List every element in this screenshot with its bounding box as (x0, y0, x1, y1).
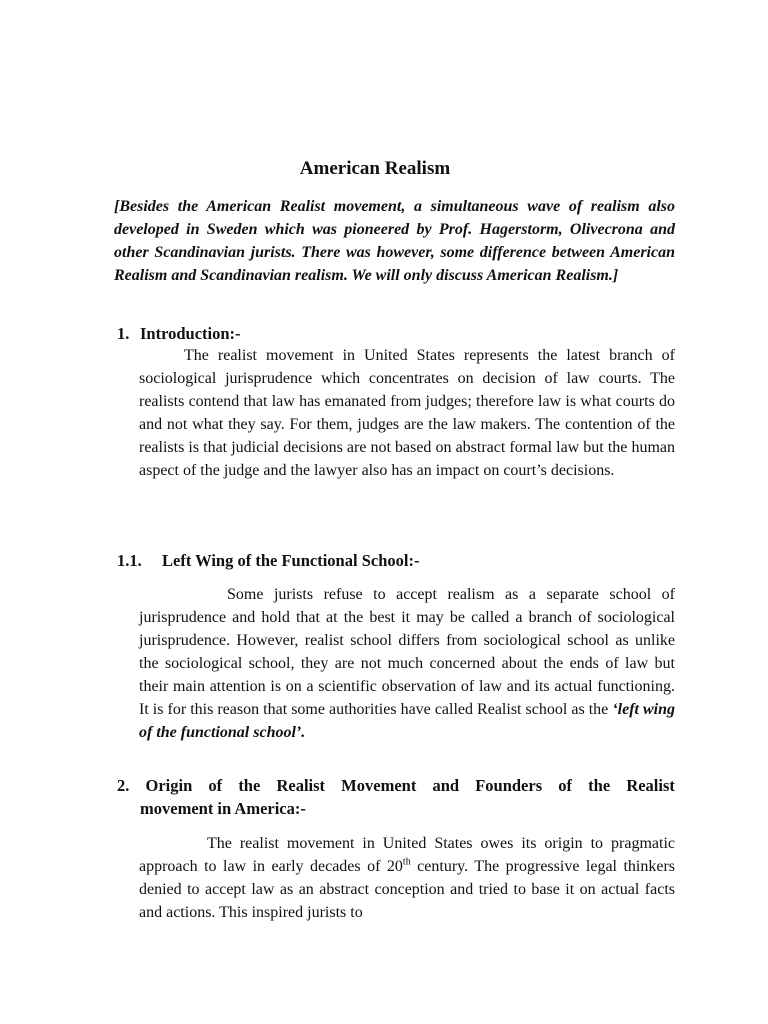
section-2-body (139, 832, 675, 924)
section-1-1-body (139, 583, 675, 744)
heading-word: and (432, 776, 460, 795)
section-2-heading (117, 774, 675, 820)
section-1-1-heading (117, 549, 419, 572)
section-title: Left Wing of the Functional School:- (162, 551, 420, 570)
section-title: Introduction:- (140, 324, 241, 343)
sentence-end: . (301, 724, 306, 741)
section-number: 1. (117, 324, 130, 343)
heading-word: Founders (475, 776, 543, 795)
heading-word: of (558, 776, 573, 795)
heading-word: Realist (626, 776, 675, 795)
heading-word: Realist (276, 776, 326, 795)
heading-word: the (588, 776, 611, 795)
emphasized-phrase: ‘left wing of the functional school’ (139, 701, 676, 741)
document-title: American Realism (299, 158, 451, 179)
heading-line-2: movement in America:- (140, 799, 306, 818)
paragraph-text: The realist movement in United States represents the latest branch of sociological jurisprudence which concentrates on decision of law courts. The realists contend that law has emanated from judges; therefore law is what courts do and not what they say. For them, judges are the law makers. The contention of the realists is that judicial decisions are not based on abstract formal law but the human aspect of the judge and the lawyer also has an impact on court’s decisions. (139, 347, 675, 479)
heading-word: Movement (341, 776, 417, 795)
heading-line-1 (117, 774, 675, 797)
heading-word: Origin (145, 776, 193, 795)
ordinal-suffix: th (402, 856, 411, 868)
paragraph-text: Some jurists refuse to accept realism as a separate school of jurisprudence and hold that at the best it may be called a branch of sociological jurisprudence. However, realist school differs from sociological school as unlike the sociological school, they are not much concerned about the ends of law but their main attention is on a scientific observation of law and its actual functioning. It is for this reason that some authorities have called Realist school as the (139, 586, 675, 718)
paragraph-text: The realist movement in United States owes its origin to pragmatic approach to law in early decades of 20 (139, 835, 675, 875)
paragraph-text-continued: century. The progressive legal thinkers denied to accept law as an abstract conception and tried to base it on actual facts and actions. This inspired jurists to (139, 858, 676, 921)
scope-note: [Besides the American Realist movement, a simultaneous wave of realism also developed in Sweden which was pioneered by Prof. Hagerstorm, Olivecrona and other Scandinavian jurists. There was however, some difference between American Realism and Scandinavian realism. We will only discuss American Realism.] (114, 198, 675, 284)
section-1-heading (117, 322, 241, 345)
heading-word: of (208, 776, 223, 795)
section-1-body (139, 344, 675, 482)
heading-word: the (238, 776, 261, 795)
section-number: 2. (117, 776, 130, 795)
section-number: 1.1. (117, 551, 142, 570)
